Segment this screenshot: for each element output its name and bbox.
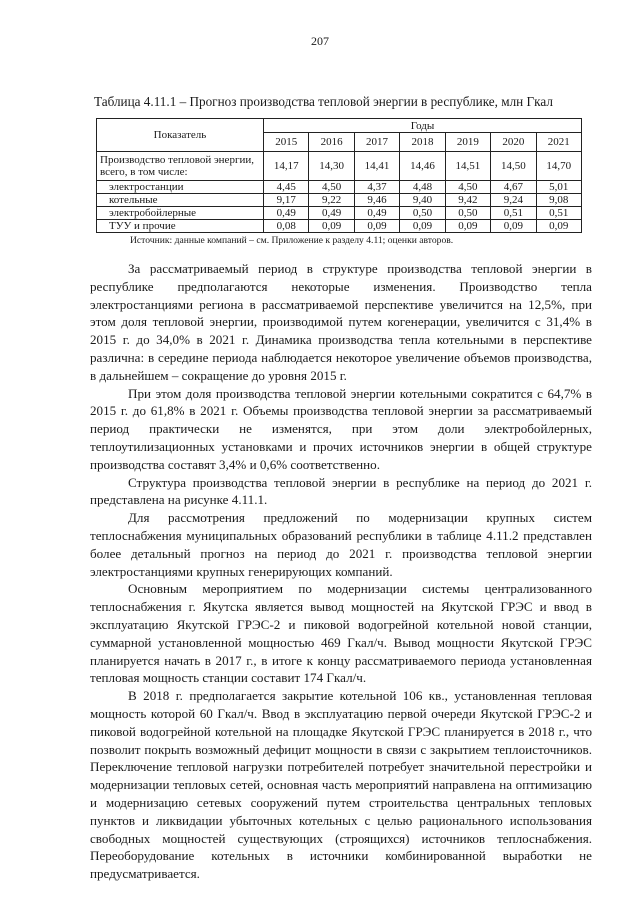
table-cell: 14,70	[536, 152, 581, 181]
table-cell: 9,17	[264, 194, 309, 207]
row-label: Производство тепловой энергии, всего, в том числе:	[97, 152, 264, 181]
table-cell: 0,49	[309, 207, 354, 220]
table-cell: 0,49	[354, 207, 399, 220]
table-cell: 0,50	[445, 207, 490, 220]
table-cell: 0,09	[354, 220, 399, 233]
table-cell: 0,09	[400, 220, 445, 233]
table-cell: 14,46	[400, 152, 445, 181]
paragraph: Для рассмотрения предложений по модернизации крупных систем теплоснабжения муниципальных образований республики в таблице 4.11.2 представлен более детальный прогноз на период до 2021 г. производства тепловой энергии электростанциями крупных генерирующих компаний.	[90, 510, 592, 579]
row-label: электростанции	[97, 181, 264, 194]
table-cell: 9,42	[445, 194, 490, 207]
table-row	[97, 207, 582, 220]
row-label: ТУУ и прочие	[97, 220, 264, 233]
year-header: 2018	[400, 133, 445, 152]
body-text	[90, 260, 592, 883]
table-caption: Таблица 4.11.1 – Прогноз производства тепловой энергии в республике, млн Гкал	[94, 94, 553, 109]
table-cell: 9,22	[309, 194, 354, 207]
table-cell: 4,50	[309, 181, 354, 194]
table-row	[97, 152, 582, 181]
page-number: 207	[311, 34, 329, 48]
table-row	[97, 181, 582, 194]
paragraph: Основным мероприятием по модернизации системы централизованного теплоснабжения г. Якутска является вывод мощностей на Якутской ГРЭС и ввод в эксплуатацию Якутской ГРЭС-2 и пиковой водогрейной котельной новой станции, суммарной установленной мощностью 469 Гкал/ч. Вывод мощности Якутской ГРЭС планируется начать в 2017 г., в итоге к концу рассматриваемого периода установленная тепловая мощность станции составит 174 Гкал/ч.	[90, 581, 592, 686]
year-header: 2019	[445, 133, 490, 152]
table-cell: 0,51	[491, 207, 536, 220]
paragraph: За рассматриваемый период в структуре производства тепловой энергии в республике предполагаются некоторые изменения. Производство тепла электростанциями региона в рассматриваемой перспективе увеличится на 12,5%, при этом доля тепловой энергии, производимой путем когенерации, увеличится с 31,4% в 2015 г. до 34,0% в 2021 г. Динамика производства тепла котельными в перспективе различна: в середине периода наблюдается некоторое увеличение объемов производства, в дальнейшем – сокращение до уровня 2015 г.	[90, 261, 592, 383]
table-cell: 0,51	[536, 207, 581, 220]
table-cell: 0,09	[536, 220, 581, 233]
paragraph: Структура производства тепловой энергии в республике на период до 2021 г. представлена на рисунке 4.11.1.	[90, 474, 592, 508]
table-cell: 4,48	[400, 181, 445, 194]
table-cell: 0,09	[445, 220, 490, 233]
table-cell: 0,50	[400, 207, 445, 220]
paragraph: В 2018 г. предполагается закрытие котельной 106 кв., установленная тепловая мощность которой 60 Гкал/ч. Ввод в эксплуатацию первой очереди Якутской ГРЭС-2 и пиковой водогрейной котельной на площадке Якутской ГРЭС планируется в 2018 г., что позволит покрыть возможный дефицит мощности в связи с закрытием теплоисточников. Переключение тепловой нагрузки потребителей потребует значительной перестройки и модернизации тепловых сетей, основная часть мероприятий направлена на оптимизацию и модернизацию сетевых сооружений путем строительства центральных тепловых пунктов и ликвидации убыточных котельных с целью рационального использования свободных мощностей существующих (строящихся) источников теплоснабжения. Переоборудование котельных в источники комбинированной выработки не предусматривается.	[90, 688, 592, 882]
year-header: 2020	[491, 133, 536, 152]
forecast-table	[96, 118, 582, 233]
table-cell: 14,50	[491, 152, 536, 181]
table-source-note: Источник: данные компаний – см. Приложение к разделу 4.11; оценки авторов.	[130, 235, 454, 246]
table-cell: 4,37	[354, 181, 399, 194]
indicator-header: Показатель	[97, 119, 264, 152]
table-cell: 5,01	[536, 181, 581, 194]
table-cell: 14,30	[309, 152, 354, 181]
table-row	[97, 220, 582, 233]
row-label: электробойлерные	[97, 207, 264, 220]
year-header: 2016	[309, 133, 354, 152]
table-cell: 9,08	[536, 194, 581, 207]
year-header: 2015	[264, 133, 309, 152]
table-cell: 9,24	[491, 194, 536, 207]
table-cell: 0,09	[491, 220, 536, 233]
year-header: 2021	[536, 133, 581, 152]
table-cell: 14,17	[264, 152, 309, 181]
table-cell: 9,40	[400, 194, 445, 207]
table-cell: 4,50	[445, 181, 490, 194]
years-header: Годы	[264, 119, 582, 133]
table-cell: 0,49	[264, 207, 309, 220]
table-cell: 4,45	[264, 181, 309, 194]
table-cell: 9,46	[354, 194, 399, 207]
table-cell: 0,09	[309, 220, 354, 233]
table-cell: 14,41	[354, 152, 399, 181]
table-row	[97, 194, 582, 207]
paragraph: При этом доля производства тепловой энергии котельными сократится с 64,7% в 2015 г. до 61,8% в 2021 г. Объемы производства тепловой энергии за рассматриваемый период практически не изменятся, при этом доли электробойлерных, теплоутилизационных установками и прочих источников энергии в общей структуре производства составят 3,4% и 0,6% соответственно.	[90, 385, 592, 472]
year-header: 2017	[354, 133, 399, 152]
table-cell: 4,67	[491, 181, 536, 194]
table-cell: 14,51	[445, 152, 490, 181]
table-cell: 0,08	[264, 220, 309, 233]
row-label: котельные	[97, 194, 264, 207]
